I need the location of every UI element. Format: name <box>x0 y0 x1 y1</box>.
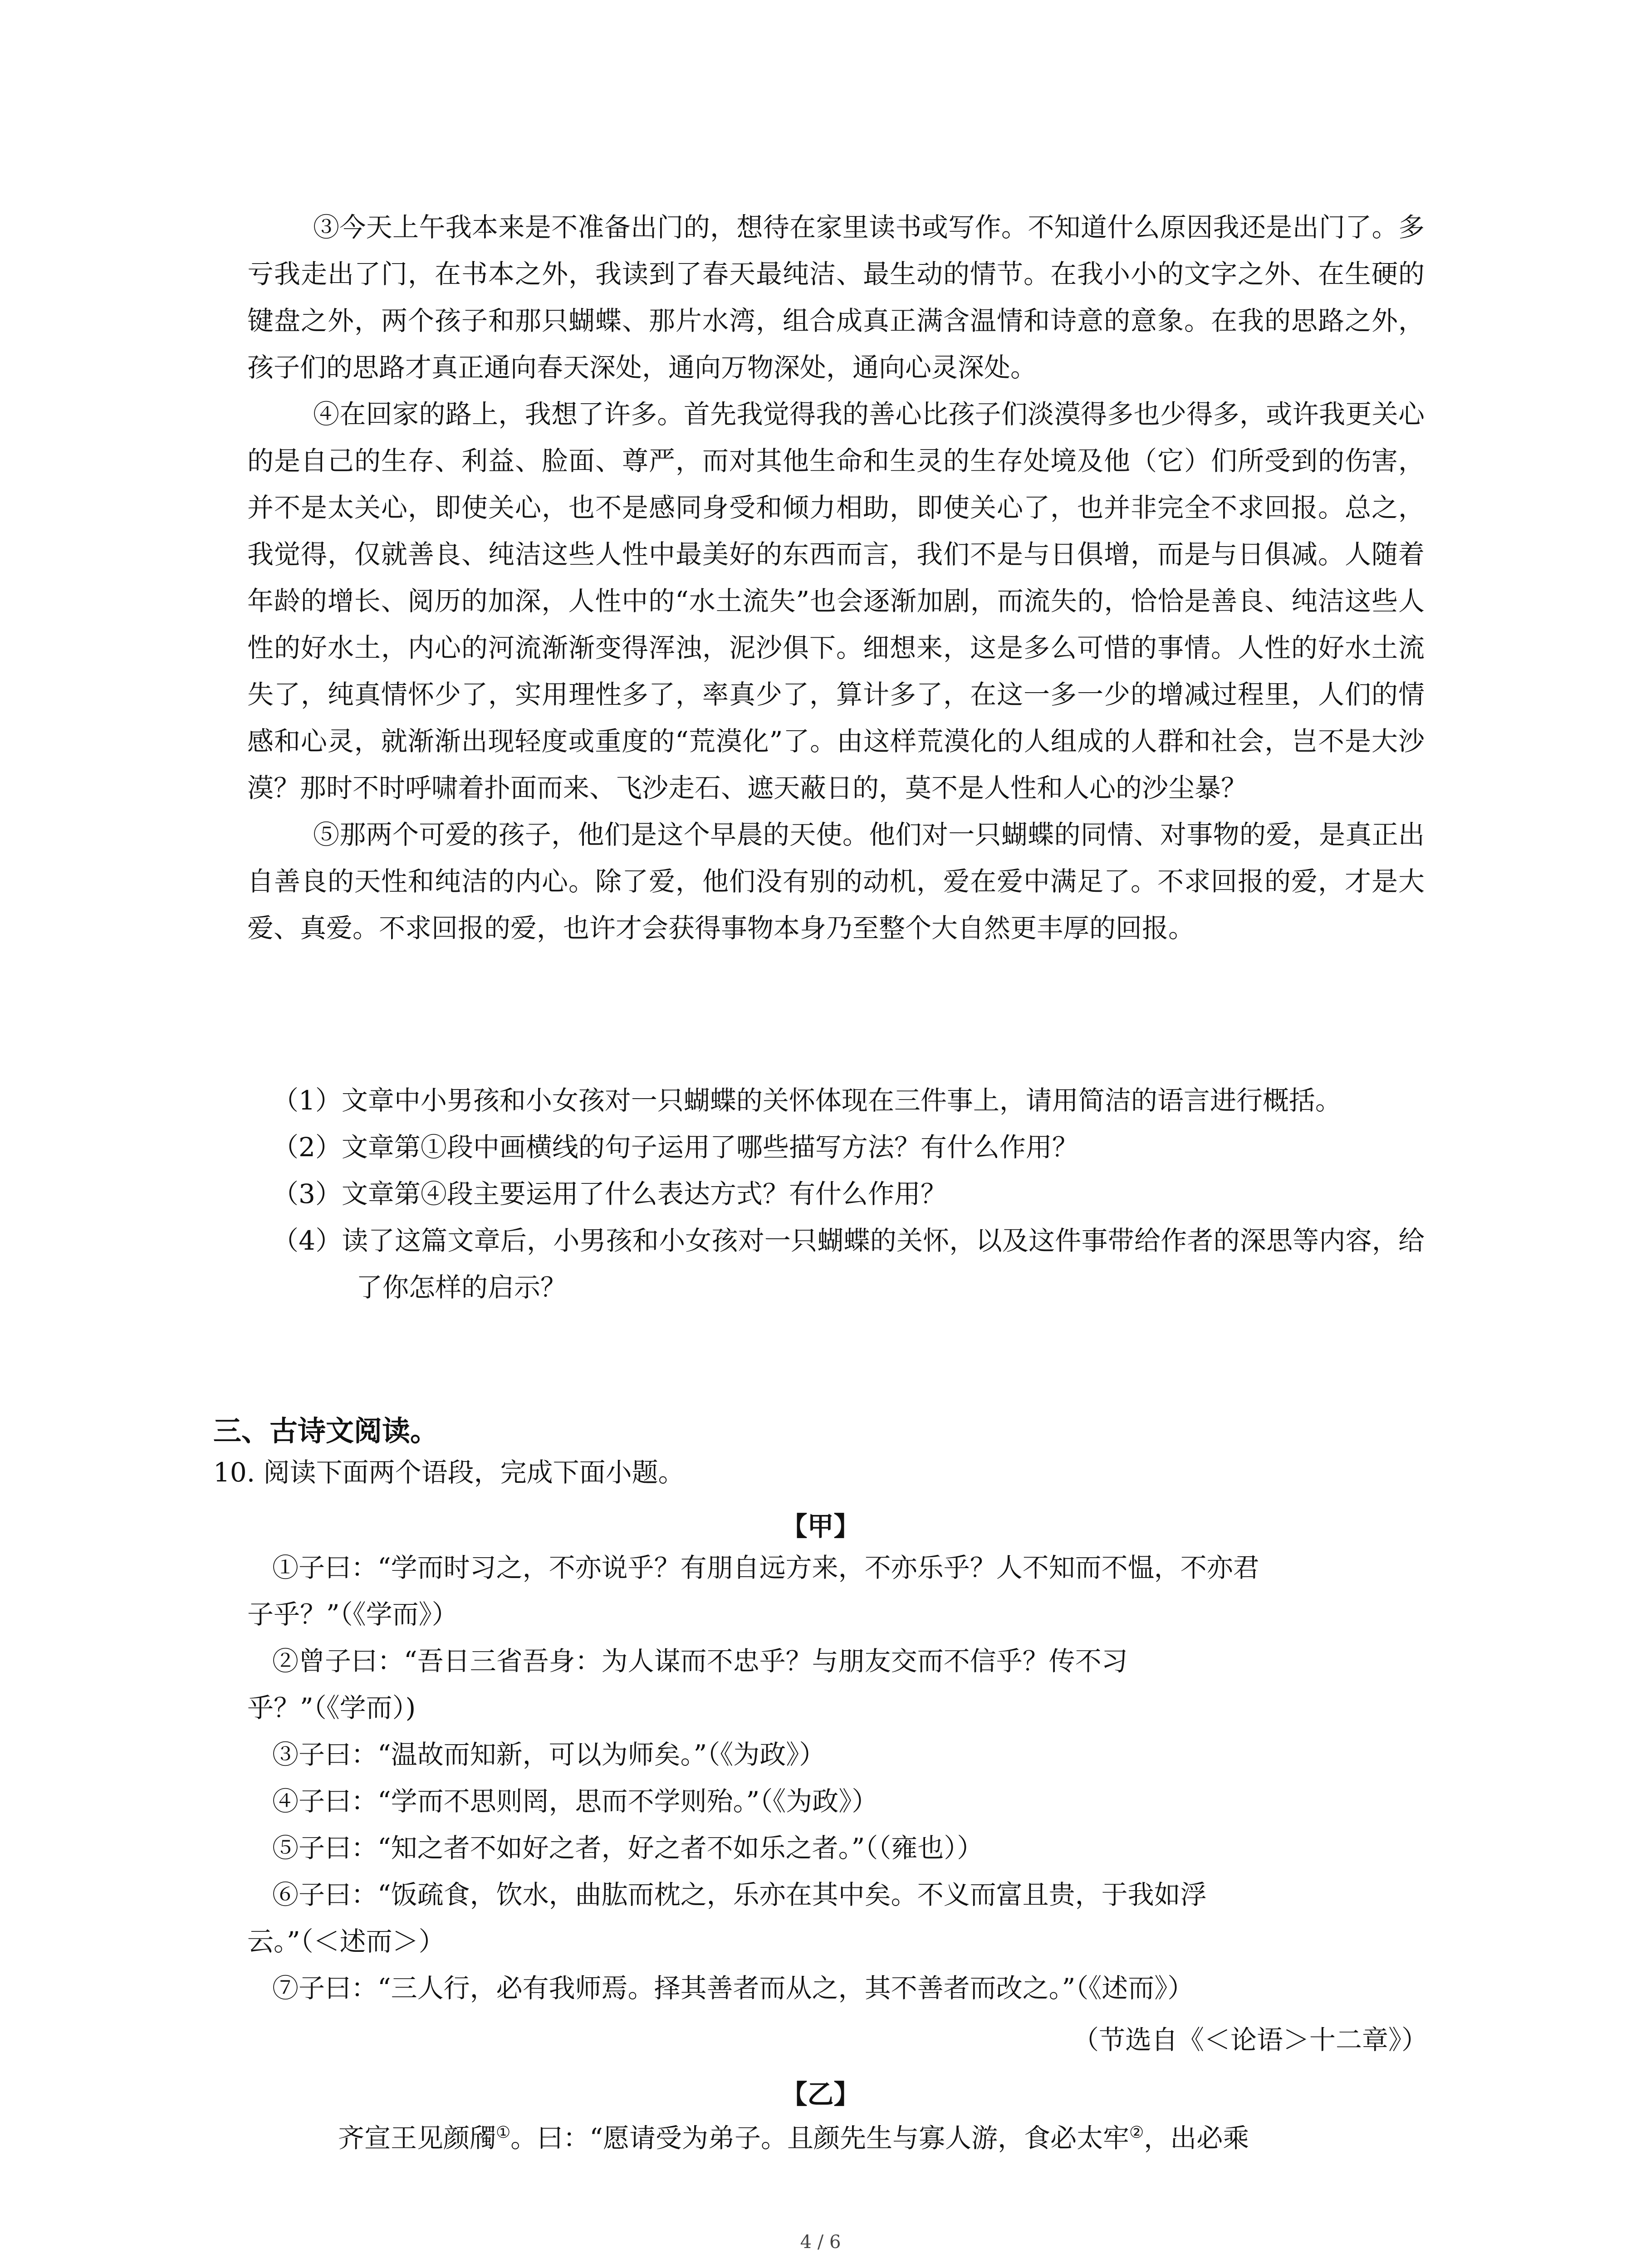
jia-line-9: 云。”（＜述而＞） <box>247 1926 445 1957</box>
paragraph-3: ③今天上午我本来是不准备出门的，想待在家里读书或写作。不知道什么原因我还是出门了。多亏我走出了门，在书本之外，我读到了春天最纯洁、最生动的情节。在我小小的文字之外、在生硬的键盘之外，两个孩子和那只蝴蝶、那片水湾，组合成真正满含温情和诗意的意象。在我的思路之外，孩子们的思路才真正通向春天深处，通向万物深处，通向心灵深处。 <box>247 212 1425 383</box>
jia-title: 【甲】 <box>781 1511 860 1542</box>
question-number: （1） <box>272 1085 342 1116</box>
footnote-marker-2: ② <box>1129 2123 1144 2142</box>
question-number: （2） <box>272 1132 342 1163</box>
article-body <box>247 204 1425 952</box>
jia-line-1: ①子曰：“学而时习之，不亦说乎？有朋自远方来，不亦乐乎？人不知而不愠，不亦君 <box>272 1552 1259 1583</box>
yi-text-b: 。曰：“愿请受为弟子。且颜先生与寡人游，食必太牢 <box>510 2122 1129 2154</box>
question-text: 文章中小男孩和小女孩对一只蝴蝶的关怀体现在三件事上，请用简洁的语言进行概括。 <box>341 1085 1342 1116</box>
question-text: 文章第①段中画横线的句子运用了哪些描写方法？有什么作用？ <box>341 1132 1078 1163</box>
yi-text-a: 齐宣王见颜斶 <box>338 2122 496 2154</box>
question-3 <box>272 1171 1425 1217</box>
question-10-prompt: 10. 阅读下面两个语段，完成下面小题。 <box>213 1457 685 1488</box>
jia-source: （节选自《＜论语＞十二章》） <box>1072 2024 1428 2055</box>
question-number: （4） <box>272 1225 342 1256</box>
footnote-marker-1: ① <box>496 2123 511 2142</box>
question-number: （3） <box>272 1178 342 1209</box>
jia-line-7: ⑤子曰：“知之者不如好之者，好之者不如乐之者。”（（雍也）） <box>272 1833 984 1863</box>
question-2 <box>272 1124 1425 1171</box>
question-text: 读了这篇文章后，小男孩和小女孩对一只蝴蝶的关怀，以及这件事带给作者的深思等内容，给了你怎样的启示？ <box>342 1225 1425 1303</box>
jia-line-10: ⑦子曰：“三人行，必有我师焉。择其善者而从之，其不善者而改之。”（《述而》） <box>272 1973 1194 2004</box>
jia-line-4: 乎？”（《学而）) <box>247 1692 416 1723</box>
page-number: 4 / 6 <box>800 2232 841 2253</box>
yi-title: 【乙】 <box>781 2079 860 2110</box>
question-4 <box>272 1217 1425 1311</box>
yi-line-1 <box>338 2109 1249 2161</box>
section-heading: 三、古诗文阅读。 <box>213 1414 439 1447</box>
jia-line-2: 子乎？”（《学而》） <box>247 1599 458 1630</box>
jia-line-8: ⑥子曰：“饭疏食，饮水，曲肱而枕之，乐亦在其中矣。不义而富且贵，于我如浮 <box>272 1879 1207 1910</box>
jia-line-6: ④子曰：“学而不思则罔，思而不学则殆。”（《为政》） <box>272 1786 878 1817</box>
question-text: 文章第④段主要运用了什么表达方式？有什么作用？ <box>341 1178 947 1209</box>
paragraph-5: ⑤那两个可爱的孩子，他们是这个早晨的天使。他们对一只蝴蝶的同情、对事物的爱，是真正出自善良的天性和纯洁的内心。除了爱，他们没有别的动机，爱在爱中满足了。不求回报的爱，才是大爱、真爱。不求回报的爱，也许才会获得事物本身乃至整个大自然更丰厚的回报。 <box>247 819 1425 943</box>
jia-line-5: ③子曰：“温故而知新，可以为师矣。”（《为政》） <box>272 1739 826 1770</box>
questions-list <box>272 1077 1425 1311</box>
paragraph-4: ④在回家的路上，我想了许多。首先我觉得我的善心比孩子们淡漠得多也少得多，或许我更关心的是自己的生存、利益、脸面、尊严，而对其他生命和生灵的生存处境及他（它）们所受到的伤害，并不是太关心，即使关心，也不是感同身受和倾力相助，即使关心了，也并非完全不求回报。总之，我觉得，仅就善良、纯洁这些人性中最美好的东西而言，我们不是与日俱增，而是与日俱减。人随着年龄的增长、阅历的加深，人性中的“水土流失”也会逐渐加剧，而流失的，恰恰是善良、纯洁这些人性的好水土，内心的河流渐渐变得浑浊，泥沙俱下。细想来，这是多么可惜的事情。人性的好水土流失了，纯真情怀少了，实用理性多了，率真少了，算计多了，在这一多一少的增减过程里，人们的情感和心灵，就渐渐出现轻度或重度的“荒漠化”了。由这样荒漠化的人组成的人群和社会，岂不是大沙漠？那时不时呼啸着扑面而来、飞沙走石、遮天蔽日的，莫不是人性和人心的沙尘暴？ <box>247 399 1425 803</box>
question-1 <box>272 1077 1425 1124</box>
jia-line-3: ②曾子曰：“吾日三省吾身：为人谋而不忠乎？与朋友交而不信乎？传不习 <box>272 1646 1128 1677</box>
yi-text-c: ，出必乘 <box>1144 2122 1249 2154</box>
